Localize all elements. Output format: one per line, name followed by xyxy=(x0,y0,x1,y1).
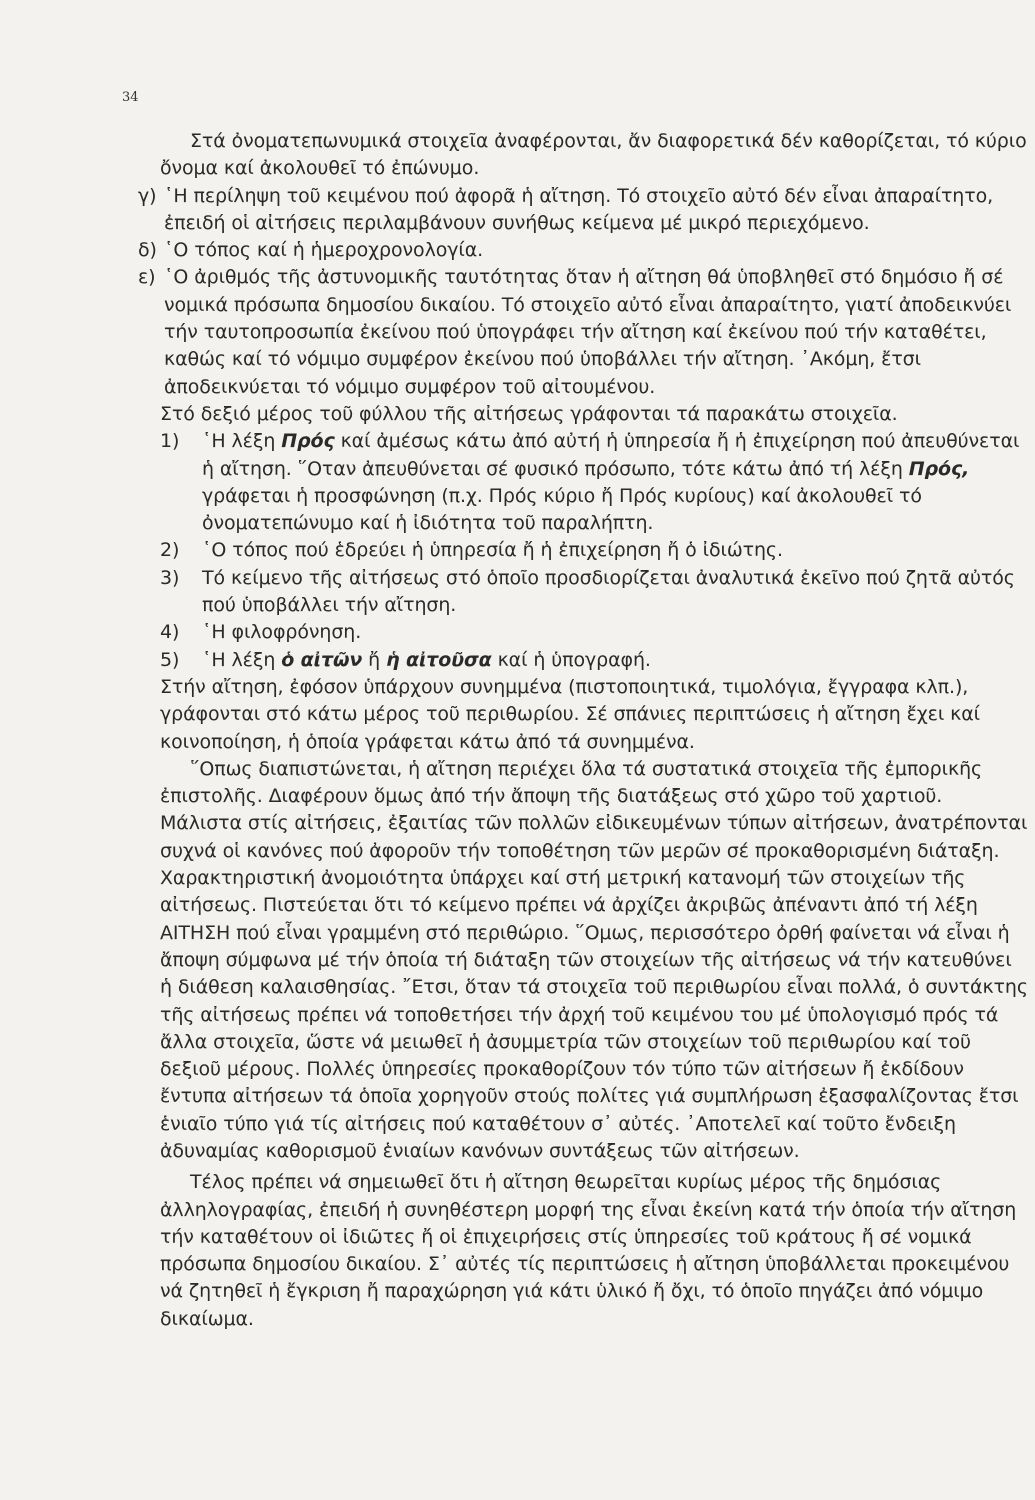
numbered-item-2 xyxy=(160,537,1028,564)
list-item-text: ῾Η λέξη ὁ αἰτῶν ἤ ἡ αἰτοῦσα καί ἡ ὑπογραφή. xyxy=(202,648,651,671)
list-marker: 1) xyxy=(160,430,180,453)
numbered-item-3 xyxy=(160,565,1028,620)
body-text xyxy=(138,128,1028,1333)
closing-paragraph: Τέλος πρέπει νά σημειωθεῖ ὅτι ἡ αἴτηση θεωρεῖται κυρίως μέρος τῆς δημόσιας ἀλληλογραφίας, ἐπειδή ἡ συνηθέστερη μορφή της εἶναι ἐκείνη κατά τήν ὁποία τήν αἴτηση τήν καταθέτουν οἱ ἰδιῶτες ἤ οἱ ἐπιχειρήσεις στίς ὑπηρεσίες τοῦ κράτους ἤ σέ νομικά πρόσωπα δημοσίου δικαίου. Σ᾿ αὐτές τίς περιπτώσεις ἡ αἴτηση ὑποβάλλεται προκειμένου νά ζητηθεῖ ἡ ἔγκριση ἤ παραχώρηση γιά κάτι ὑλικό ἤ ὄχι, τό ὁποῖο πηγάζει ἀπό νόμιμο δικαίωμα. xyxy=(160,1171,1017,1330)
numbered-item-1 xyxy=(160,428,1028,537)
layout-paragraph: ῞Οπως διαπιστώνεται, ἡ αἴτηση περιέχει ὅλα τά συστατικά στοιχεῖα τῆς ἐμπορικῆς ἐπιστολῆς. Διαφέρουν ὅμως ἀπό τήν ἄποψη τῆς διατάξεως στό χῶρο τοῦ χαρτιοῦ. Μάλιστα στίς αἰτήσεις, ἐξαιτίας τῶν πολλῶν εἰδικευμένων τύπων αἰτήσεων, ἀνατρέπονται συχνά οἱ κανόνες πού ἀφοροῦν τήν τοποθέτηση τῶν μερῶν σέ προκαθορισμένη διάταξη. Χαρακτηριστική ἀνομοιότητα ὑπάρχει καί στή μετρική κατανομή τῶν στοιχείων τῆς αἰτήσεως. Πιστεύεται ὅτι τό κείμενο πρέπει νά ἀρχίζει ἀκριβῶς ἀπέναντι ἀπό τή λέξη ΑΙΤΗΣΗ πού εἶναι γραμμένη στό περιθώριο. ῞Ομως, περισσότερο ὀρθή φαίνεται νά εἶναι ἡ ἄποψη σύμφωνα μέ τήν ὁποία τή διάταξη τῶν στοιχείων τῆς αἰτήσεως νά τήν κατευθύνει ἡ διάθεση καλαισθησίας. ῎Ετσι, ὅταν τά στοιχεῖα τοῦ περιθωρίου εἶναι πολλά, ὁ συντάκτης τῆς αἰτήσεως πρέπει νά τοποθετήσει τήν ἀρχή τοῦ κειμένου του μέ ὑπολογισμό πρός τά ἄλλα στοιχεῖα, ὥστε νά μειωθεῖ ἡ ἀσυμμετρία τῶν στοιχείων τοῦ περιθωρίου καί τοῦ δεξιοῦ μέρους. Πολλές ὑπηρεσίες προκαθορίζουν τόν τύπο τῶν αἰτήσεων ἤ ἐκδίδουν ἔντυπα αἰτήσεων τά ὁποῖα χορηγοῦν στούς πολίτες γιά συμπλήρωση ἐξασφαλίζοντας ἔτσι ἑνιαῖο τύπο γιά τίς αἰτήσεις πού καταθέτουν σ᾿ αὐτές. ᾿Αποτελεῖ καί τοῦτο ἔνδειξη ἀδυναμίας καθορισμοῦ ἑνιαίων κανόνων συντάξεως τῶν αἰτήσεων. xyxy=(160,757,1028,1162)
list-marker: 4) xyxy=(160,621,180,644)
list-item-epsilon xyxy=(138,264,1028,400)
list-item-text: Τό κείμενο τῆς αἰτήσεως στό ὁποῖο προσδιορίζεται ἀναλυτικά ἐκεῖνο πού ζητᾶ αὐτός πού ὑποβάλλει τήν αἴτηση. xyxy=(202,566,1015,617)
list-marker: δ) xyxy=(138,239,157,262)
list-item-text: ῾Η φιλοφρόνηση. xyxy=(202,621,362,644)
list-marker: 5) xyxy=(160,648,180,671)
list-marker: 2) xyxy=(160,539,180,562)
list-item-text: ῾Ο ἀριθμός τῆς ἀστυνομικῆς ταυτότητας ὅταν ἡ αἴτηση θά ὑποβληθεῖ στό δημόσιο ἤ σέ νομικά πρόσωπα δημοσίου δικαίου. Τό στοιχεῖο αὐτό εἶναι ἀπαραίτητο, γιατί ἀποδεικνύει τήν ταυτοπροσωπία ἐκείνου πού ὑπογράφει τήν αἴτηση καί ἐκείνου πού τήν καταθέτει, καθώς καί τό νόμιμο συμφέρον ἐκείνου πού ὑποβάλλει τήν αἴτηση. ᾿Ακόμη, ἔτσι ἀποδεικνύεται τό νόμιμο συμφέρον τοῦ αἰτουμένου. xyxy=(164,266,1012,398)
attachments-paragraph: Στήν αἴτηση, ἐφόσον ὑπάρχουν συνημμένα (πιστοποιητικά, τιμολόγια, ἔγγραφα κλπ.), γράφονται στό κάτω μέρος τοῦ περιθωρίου. Σέ σπάνιες περιπτώσεις ἡ αἴτηση ἔχει καί κοινοποίηση, ἡ ὁποία γράφεται κάτω ἀπό τά συνημμένα. xyxy=(160,675,980,753)
list-item-text: ῾Η περίληψη τοῦ κειμένου πού ἀφορᾶ ἡ αἴτηση. Τό στοιχεῖο αὐτό δέν εἶναι ἀπαραίτητο, ἐπειδή οἱ αἰτήσεις περιλαμβάνουν συνήθως κείμενα μέ μικρό περιεχόμενο. xyxy=(164,184,994,234)
list-marker: 3) xyxy=(160,566,180,589)
list-item-text: ῾Ο τόπος πού ἑδρεύει ἡ ὑπηρεσία ἤ ἡ ἐπιχείρηση ἤ ὁ ἰδιώτης. xyxy=(202,539,783,562)
numbered-item-4 xyxy=(160,619,1028,646)
emphasis: Πρός, xyxy=(908,457,970,480)
numbered-item-5 xyxy=(160,647,1028,674)
list-item-text: ῾Η λέξη Πρός καί ἀμέσως κάτω ἀπό αὐτή ἡ ὑπηρεσία ἤ ἡ ἐπιχείρηση πού ἀπευθύνεται ἡ αἴτηση. ῞Οταν ἀπευθύνεται σέ φυσικό πρόσωπο, τότε κάτω ἀπό τή λέξη Πρός, γράφεται ἡ προσφώνηση (π.χ. Πρός κύριο ἤ Πρός κυρίους) καί ἀκολουθεῖ τό ὀνοματεπώνυμο καί ἡ ἰδιότητα τοῦ παραλήπτη. xyxy=(202,430,1020,535)
emphasis: ἡ αἰτοῦσα xyxy=(386,648,492,671)
list-marker: γ) xyxy=(138,184,157,207)
right-side-intro: Στό δεξιό μέρος τοῦ φύλλου τῆς αἰτήσεως γράφονται τά παρακάτω στοιχεῖα. xyxy=(160,402,898,425)
intro-paragraph: Στά ὀνοματεπωνυμικά στοιχεῖα ἀναφέρονται, ἄν διαφορετικά δέν καθορίζεται, τό κύριο ὄνομα καί ἀκολουθεῖ τό ἐπώνυμο. xyxy=(160,130,1027,180)
emphasis: ὁ αἰτῶν xyxy=(281,648,363,671)
emphasis: Πρός xyxy=(281,430,335,453)
list-marker: ε) xyxy=(138,266,156,289)
list-item-gamma xyxy=(138,183,1028,238)
list-item-delta xyxy=(138,237,1028,264)
page-number: 34 xyxy=(122,90,139,105)
list-item-text: ῾Ο τόπος καί ἡ ἡμεροχρονολογία. xyxy=(164,239,484,262)
